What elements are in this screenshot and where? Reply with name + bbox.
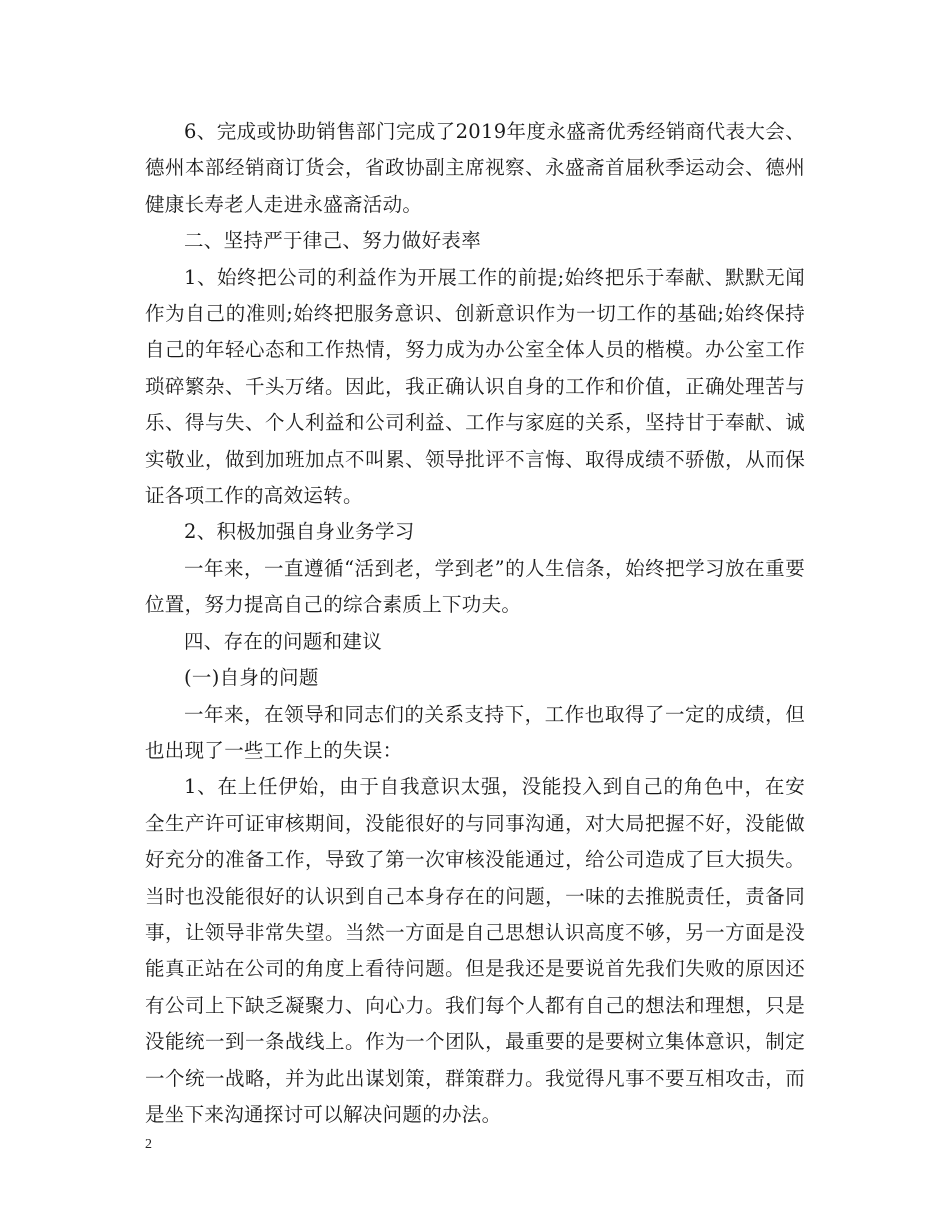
paragraph-item-6: 6、完成或协助销售部门完成了2019年度永盛斋优秀经销商代表大会、德州本部经销商订货会，省政协副主席视察、永盛斋首届秋季运动会、德州健康长寿老人走进永盛斋活动。 — [145, 120, 805, 216]
section-heading-problems: 四、存在的问题和建议 — [184, 629, 383, 653]
paragraph-mistakes: 1、在上任伊始，由于自我意识太强，没能投入到自己的角色中，在安全生产许可证审核期间，没能很好的与同事沟通，对大局把握不好，没能做好充分的准备工作，导致了第一次审核没能通过，给公司造成了巨大损失。当时也没能很好的认识到自己本身存在的问题，一味的去推脱责任，责备同事，让领导非常失望。当然一方面是自己思想认识高度不够，另一方面是没能真正站在公司的角度上看待问题。但是我还是要说首先我们失败的原因还有公司上下缺乏凝聚力、向心力。我们每个人都有自己的想法和理想，只是没能统一到一条战线上。作为一个团队，最重要的是要树立集体意识，制定一个统一战略，并为此出谋划策，群策群力。我觉得凡事不要互相攻击，而是坐下来沟通探讨可以解决问题的办法。 — [145, 775, 805, 1126]
subheading-business-study: 2、积极加强自身业务学习 — [184, 520, 415, 544]
subheading-self-problems: (一)自身的问题 — [184, 666, 319, 690]
document-body — [145, 114, 805, 1133]
paragraph-learning: 一年来，一直遵循“活到老，学到老”的人生信条，始终把学习放在重要位置，努力提高自己的综合素质上下功夫。 — [145, 556, 805, 617]
paragraph-company-interest: 1、始终把公司的利益作为开展工作的前提;始终把乐于奉献、默默无闻作为自己的准则;始终把服务意识、创新意识作为一切工作的基础;始终保持自己的年轻心态和工作热情，努力成为办公室全体人员的楷模。办公室工作琐碎繁杂、千头万绪。因此，我正确认识自身的工作和价值，正确处理苦与乐、得与失、个人利益和公司利益、工作与家庭的关系，坚持甘于奉献、诚实敬业，做到加班加点不叫累、领导批评不言悔、取得成绩不骄傲，从而保证各项工作的高效运转。 — [145, 265, 805, 508]
paragraph-achievements: 一年来，在领导和同志们的关系支持下，工作也取得了一定的成绩，但也出现了一些工作上的失误： — [145, 702, 805, 762]
section-heading-discipline: 二、坚持严于律己、努力做好表率 — [184, 229, 482, 253]
page-number: 2 — [145, 1137, 152, 1152]
